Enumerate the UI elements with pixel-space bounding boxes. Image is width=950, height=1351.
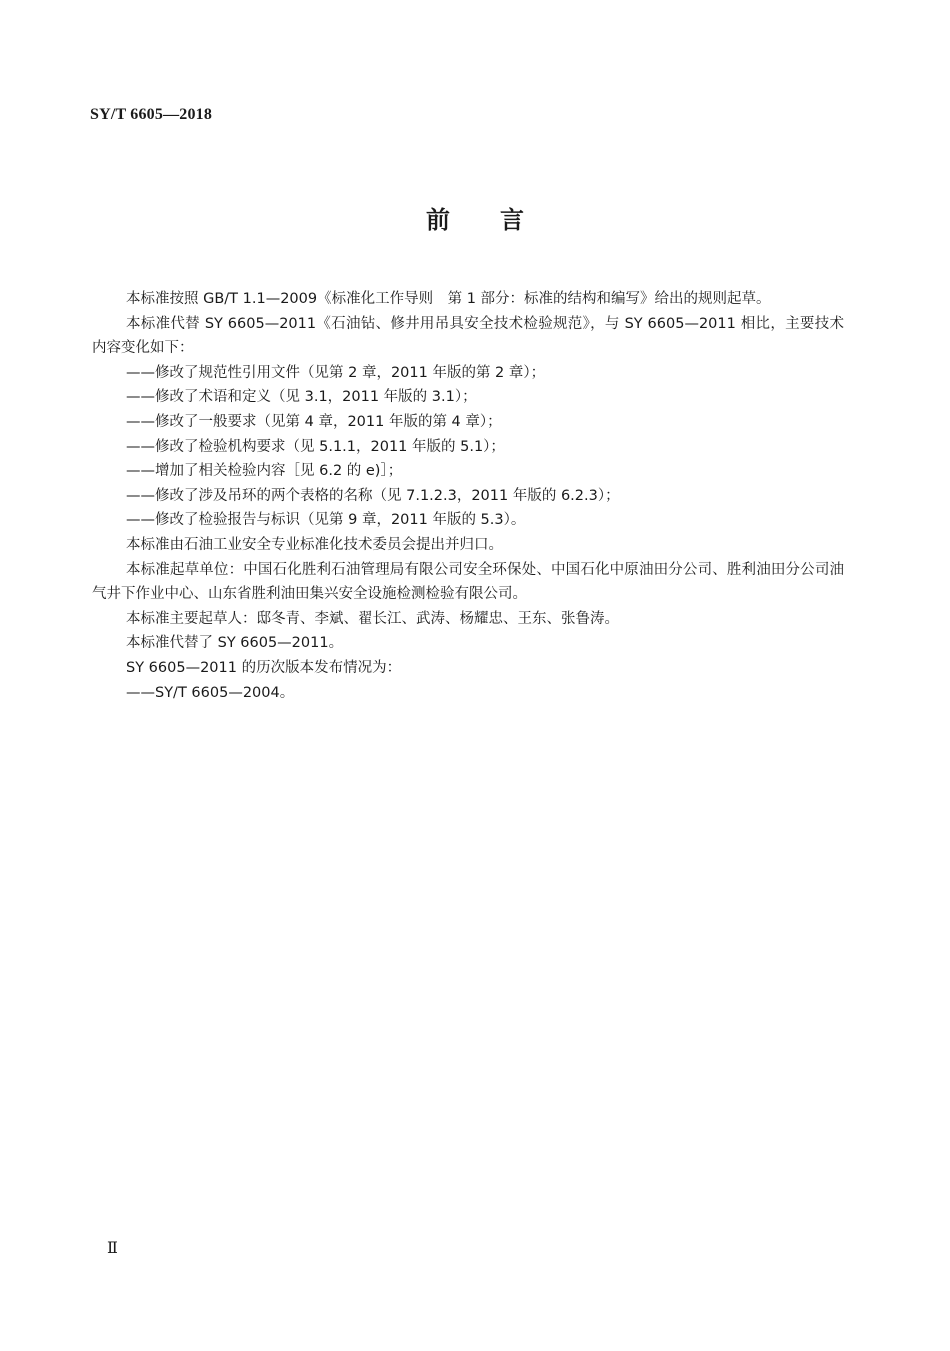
- page-number: Ⅱ: [107, 1240, 118, 1257]
- standard-code: SY/T 6605—2018: [90, 106, 213, 123]
- change-item: ——增加了相关检验内容［见 6.2 的 e)］；: [126, 463, 403, 480]
- change-item: ——修改了涉及吊环的两个表格的名称（见 7.1.2.3，2011 年版的 6.2.3）；: [126, 487, 620, 504]
- change-item: ——修改了检验机构要求（见 5.1.1，2011 年版的 5.1）；: [126, 438, 505, 455]
- paragraph-replacement: 本标准代替 SY 6605—2011《石油钻、修井用吊具安全技术检验规范》，与 SY 6605—2011 相比，主要技术内容变化如下：: [92, 315, 844, 357]
- history-item: ——SY/T 6605—2004。: [126, 684, 295, 701]
- change-item: ——修改了检验报告与标识（见第 9 章，2011 年版的 5.3）。: [126, 512, 526, 529]
- paragraph-drafting-units: 本标准起草单位：中国石化胜利石油管理局有限公司安全环保处、中国石化中原油田分公司、胜利油田分公司油气井下作业中心、山东省胜利油田集兴安全设施检测检验有限公司。: [92, 561, 844, 603]
- page-title: 前言: [426, 206, 574, 234]
- paragraph-drafting-rules: 本标准按照 GB/T 1.1—2009《标准化工作导则 第 1 部分：标准的结构和编写》给出的规则起草。: [126, 291, 771, 307]
- change-item: ——修改了术语和定义（见 3.1，2011 年版的 3.1）；: [126, 389, 477, 406]
- change-item: ——修改了一般要求（见第 4 章，2011 年版的第 4 章）；: [126, 413, 502, 430]
- paragraph-supersedes: 本标准代替了 SY 6605—2011。: [126, 635, 344, 652]
- paragraph-history-intro: SY 6605—2011 的历次版本发布情况为：: [126, 659, 402, 676]
- preface-body: [92, 287, 844, 705]
- paragraph-main-drafters: 本标准主要起草人：邸冬青、李斌、翟长江、武涛、杨耀忠、王东、张鲁涛。: [126, 610, 619, 627]
- paragraph-proposed-by: 本标准由石油工业安全专业标准化技术委员会提出并归口。: [126, 536, 503, 553]
- change-item: ——修改了规范性引用文件（见第 2 章，2011 年版的第 2 章）；: [126, 364, 546, 381]
